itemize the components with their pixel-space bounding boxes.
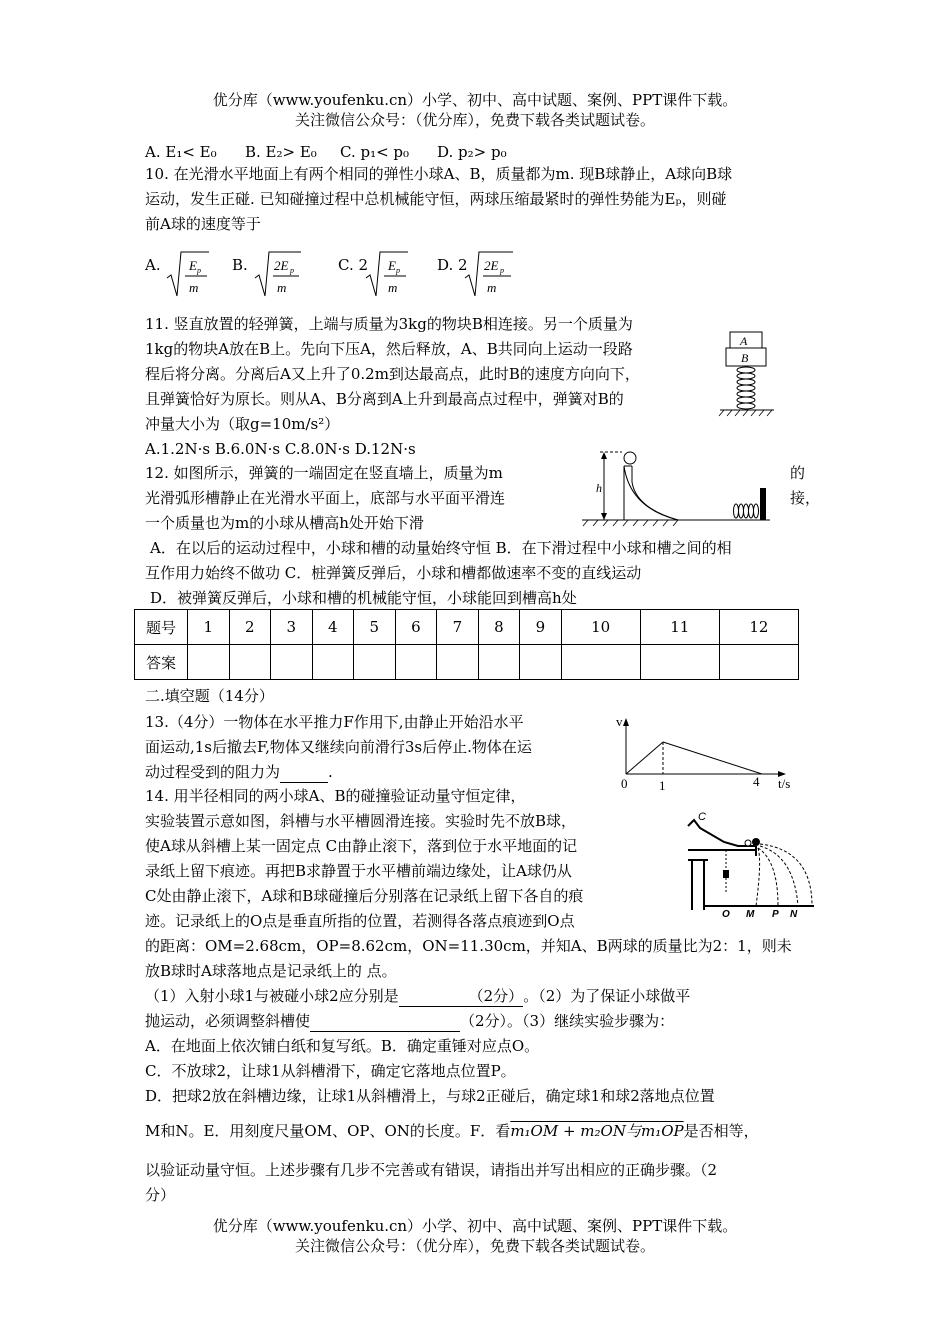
svg-text:E: E	[189, 258, 197, 273]
q13-v-label: v	[616, 714, 623, 729]
q14-momentum-formula: m₁OM + m₂ON与m₁OP	[510, 1122, 684, 1140]
answer-cell[interactable]	[271, 645, 313, 680]
svg-text:p: p	[500, 266, 504, 275]
answer-cell[interactable]	[561, 645, 640, 680]
q12-line-3: 一个质量也为m的小球从槽高h处开始下滑	[145, 514, 424, 532]
q12-line-2a: 光滑弧形槽静止在光滑水平面上，底部与水平面平滑连	[145, 489, 506, 507]
q14-line-1: 14. 用半径相同的两小球A、B的碰撞验证动量守恒定律，	[145, 787, 526, 805]
q13-origin-label: 0	[621, 776, 628, 791]
answer-cell[interactable]	[229, 645, 271, 680]
q10-option-b-label: B.	[232, 256, 248, 274]
q14-line-7: 的距离：OM=2.68cm，OP=8.62cm，ON=11.30cm，并知A、B两球的质量比为2：1，则未	[145, 937, 792, 955]
q14-sub-1	[145, 986, 690, 1007]
q13-vt-graph	[612, 712, 802, 796]
q11-options: A.1.2N·s B.6.0N·s C.8.0N·s D.12N·s	[145, 440, 416, 458]
q12-option-b-c: 互作用力始终不做功 C．桩弹簧反弹后，小球和槽都做速率不变的直线运动	[145, 564, 642, 582]
q11-line-4: 且弹簧恰好为原长。则从A、B分离到A上升到最高点过程中，弹簧对B的	[145, 390, 624, 408]
answer-cell[interactable]	[478, 645, 520, 680]
svg-text:m: m	[388, 280, 398, 295]
answer-table-number-row	[135, 610, 799, 645]
q14-line-4: 录纸上留下痕迹。再把B求静置于水平槽前端边缘处，让A球仍从	[145, 862, 572, 880]
answer-cell[interactable]	[188, 645, 230, 680]
q10-option-d-label: D. 2	[437, 256, 468, 274]
answer-cell[interactable]	[437, 645, 479, 680]
q11-block-a-label: A	[740, 334, 748, 348]
q14-sub-2-text: 抛运动，必须调整斜槽使	[145, 1012, 311, 1030]
q13-answer-blank[interactable]	[280, 762, 328, 783]
svg-text:p: p	[396, 266, 400, 275]
table-number-cell: 12	[719, 610, 798, 645]
q11-block-b-label: B	[741, 351, 749, 365]
q14-step-c: C．不放球2，让球1从斜槽滑下，确定它落地点位置P。	[145, 1062, 516, 1080]
header-line-1: 优分库（www.youfenku.cn）小学、初中、高中试题、案例、PPT课件下载。	[212, 91, 738, 109]
q14-last-line-2: 分）	[145, 1186, 176, 1204]
q13-t-label: t/s	[778, 776, 791, 791]
q12-option-a-b: A．在以后的运动过程中，小球和槽的动量始终守恒 B．在下滑过程中小球和槽之间的相	[150, 539, 732, 557]
q10-line-2: 运动，发生正碰. 已知碰撞过程中总机械能守恒，两球压缩最紧时的弹性势能为Eₚ，则碰	[145, 190, 727, 208]
q14-sub-1-blank[interactable]	[399, 986, 469, 1007]
footer-line-2: 关注微信公众号：（优分库），免费下载各类试题试卷。	[294, 1237, 655, 1255]
q14-line-2: 实验装置示意如图，斜槽与水平槽圆滑连接。实验时先不放B球，	[145, 812, 577, 830]
q14-step-a-b: A．在地面上依次铺白纸和复写纸。B．确定重锤对应点O。	[145, 1037, 540, 1055]
q9-option-a: A. E₁< E₀	[145, 143, 217, 161]
table-number-cell: 11	[640, 610, 719, 645]
q14-line-6: 迹。记录纸上的O点是垂直所指的位置，若测得各落点痕迹到O点	[145, 912, 575, 930]
header-line-2: 关注微信公众号：（优分库），免费下载各类试题试卷。	[294, 111, 655, 129]
q13-line-3-end: .	[328, 763, 333, 781]
answer-cell[interactable]	[395, 645, 437, 680]
table-number-cell: 1	[188, 610, 230, 645]
answer-cell[interactable]	[312, 645, 354, 680]
table-head-answer: 答案	[135, 645, 188, 680]
table-number-cell: 7	[437, 610, 479, 645]
q14-point-m-label: M	[746, 909, 755, 918]
q10-option-a-sqrt	[165, 248, 210, 304]
q13-line-2: 面运动,1s后撤去F,物体又继续向前滑行3s后停止.物体在运	[145, 738, 532, 756]
svg-text:E: E	[388, 258, 396, 273]
q14-step-d: D．把球2放在斜槽边缘，让球1从斜槽滑上，与球2正碰后，确定球1和球2落地点位置	[145, 1087, 715, 1105]
table-number-cell: 4	[312, 610, 354, 645]
q14-step-e-text: M和N。E．用刻度尺量OM、OP、ON的长度。F．看	[145, 1122, 511, 1140]
q11-line-2: 1kg的物块A放在B上。先向下压A，然后释放，A、B共同向上运动一段路	[145, 340, 633, 358]
table-number-cell: 10	[561, 610, 640, 645]
answer-cell[interactable]	[719, 645, 798, 680]
q11-line-1: 11. 竖直放置的轻弹簧，上端与质量为3kg的物块B相连接。另一个质量为	[145, 315, 633, 333]
svg-text:2E: 2E	[274, 258, 289, 273]
q10-option-b-sqrt	[253, 248, 303, 304]
q10-option-a-label: A.	[145, 256, 161, 274]
q14-apparatus-figure	[686, 806, 816, 922]
svg-text:p: p	[290, 266, 294, 275]
section-2-title: 二.填空题（14分）	[145, 687, 274, 705]
q14-step-e-f	[145, 1121, 759, 1141]
q14-last-line-1: 以验证动量守恒。上述步骤有几步不完善或有错误，请指出并写出相应的正确步骤。（2	[145, 1161, 718, 1179]
q13-line-3	[145, 762, 333, 783]
answer-table	[134, 609, 799, 680]
q14-point-p-label: P	[772, 909, 779, 918]
table-number-cell: 5	[354, 610, 396, 645]
q13-line-1: 13.（4分）一物体在水平推力F作用下,由静止开始沿水平	[145, 713, 524, 731]
q12-slope-figure	[578, 448, 774, 534]
q9-option-c: C. p₁< p₀	[340, 143, 410, 161]
svg-text:m: m	[189, 280, 199, 295]
q14-line-3: 使A球从斜槽上某一固定点 C由静止滚下，落到位于水平地面的记	[145, 837, 578, 855]
table-number-cell: 8	[478, 610, 520, 645]
q12-line-1b: 的	[790, 464, 806, 482]
q14-line-8: 放B球时A球落地点是记录纸上的 点。	[145, 962, 397, 980]
q9-option-d: D. p₂> p₀	[437, 143, 507, 161]
table-number-cell: 6	[395, 610, 437, 645]
q14-point-n-label: N	[790, 909, 798, 918]
q14-point-o-label: O	[722, 909, 730, 918]
table-head-number: 题号	[135, 610, 188, 645]
q14-sub-1-score: （2分）	[468, 987, 524, 1005]
q10-option-c-label: C. 2	[338, 256, 369, 274]
q12-height-label: h	[596, 481, 602, 495]
q13-tick-1-label: 1	[659, 778, 666, 792]
svg-text:p: p	[197, 266, 201, 275]
q14-sub-1-tail: 。（2）为了保证小球做平	[523, 987, 691, 1005]
q14-sub-2-blank[interactable]	[310, 1011, 460, 1032]
q14-line-5: C处由静止滚下，A球和B球碰撞后分别落在记录纸上留下各自的痕	[145, 887, 584, 905]
table-number-cell: 3	[271, 610, 313, 645]
q13-tick-4-label: 4	[753, 774, 760, 789]
answer-cell[interactable]	[640, 645, 719, 680]
q11-spring-figure	[712, 330, 782, 429]
answer-cell[interactable]	[354, 645, 396, 680]
footer-line-1: 优分库（www.youfenku.cn）小学、初中、高中试题、案例、PPT课件下载。	[212, 1217, 738, 1235]
answer-table-answer-row	[135, 645, 799, 680]
q14-step-f-text: 是否相等，	[683, 1122, 759, 1140]
q14-point-c-label: C	[698, 811, 706, 823]
q13-line-3-text: 动过程受到的阻力为	[145, 763, 281, 781]
svg-text:2E: 2E	[484, 258, 499, 273]
q11-line-5: 冲量大小为（取g=10m/s²）	[145, 415, 340, 433]
q9-option-b: B. E₂> E₀	[245, 143, 317, 161]
q14-sub-1-text: （1）入射小球1与被碰小球2应分别是	[145, 987, 399, 1005]
q14-sub-2-tail: （2分）。（3）继续实验步骤为：	[460, 1012, 675, 1030]
svg-text:m: m	[277, 280, 287, 295]
answer-cell[interactable]	[520, 645, 562, 680]
q10-option-c-sqrt	[364, 248, 409, 304]
q12-option-d: D．被弹簧反弹后，小球和槽的机械能守恒，小球能回到槽高h处	[150, 589, 577, 607]
q10-option-d-sqrt	[463, 248, 515, 304]
table-number-cell: 2	[229, 610, 271, 645]
q10-line-1: 10. 在光滑水平地面上有两个相同的弹性小球A、B，质量都为m. 现B球静止，A球向B球	[145, 165, 733, 183]
svg-text:m: m	[487, 280, 497, 295]
q12-line-1a: 12. 如图所示，弹簧的一端固定在竖直墙上，质量为m	[145, 464, 503, 482]
q12-line-2b: 接，	[790, 489, 821, 507]
q10-line-3: 前A球的速度等于	[145, 215, 261, 233]
table-number-cell: 9	[520, 610, 562, 645]
q11-line-3: 程后将分离。分离后A又上升了0.2m到达最高点，此时B的速度方向向下，	[145, 365, 640, 383]
q14-sub-2	[145, 1011, 674, 1032]
